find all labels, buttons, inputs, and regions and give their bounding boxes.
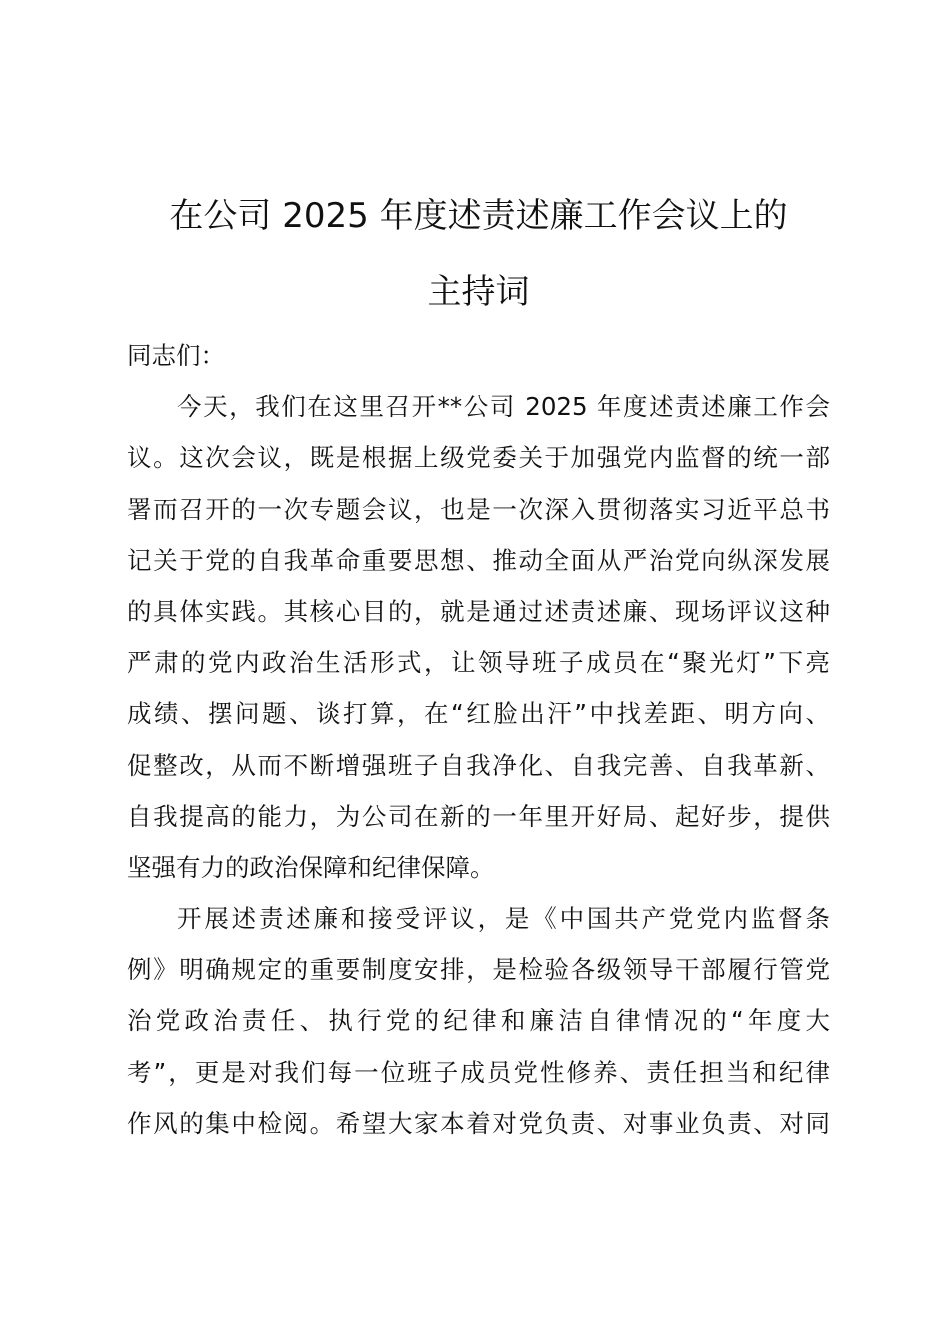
paragraph-line: 议。这次会议，既是根据上级党委关于加强党内监督的统一部	[127, 443, 830, 473]
paragraph-2	[127, 893, 830, 1149]
paragraph-line: 今天，我们在这里召开**公司 2025 年度述责述廉工作会	[177, 392, 830, 422]
title-line-2: 主持词	[427, 272, 530, 312]
paragraph-line: 成绩、摆问题、谈打算，在“红脸出汗”中找差距、明方向、	[127, 699, 830, 729]
paragraph-line: 严肃的党内政治生活形式，让领导班子成员在“聚光灯”下亮	[127, 648, 830, 678]
document-body	[127, 330, 830, 1149]
paragraph-line: 署而召开的一次专题会议，也是一次深入贯彻落实习近平总书	[127, 494, 830, 524]
document-title	[127, 178, 830, 330]
paragraph-line: 开展述责述廉和接受评议，是《中国共产党党内监督条	[177, 904, 830, 934]
paragraph-line: 作风的集中检阅。希望大家本着对党负责、对事业负责、对同	[127, 1108, 830, 1138]
paragraph-line: 促整改，从而不断增强班子自我净化、自我完善、自我革新、	[127, 750, 830, 780]
title-line-1: 在公司 2025 年度述责述廉工作会议上的	[169, 196, 788, 236]
paragraph-1	[127, 381, 830, 893]
paragraph-line: 治党政治责任、执行党的纪律和廉洁自律情况的“年度大	[127, 1006, 830, 1036]
paragraph-line: 记关于党的自我革命重要思想、推动全面从严治党向纵深发展	[127, 545, 830, 575]
paragraph-line: 考”，更是对我们每一位班子成员党性修养、责任担当和纪律	[127, 1057, 830, 1087]
paragraph-line: 的具体实践。其核心目的，就是通过述责述廉、现场评议这种	[127, 596, 830, 626]
greeting: 同志们：	[127, 341, 225, 370]
paragraph-line: 例》明确规定的重要制度安排，是检验各级领导干部履行管党	[127, 955, 830, 985]
paragraph-line: 坚强有力的政治保障和纪律保障。	[127, 852, 495, 882]
paragraph-line: 自我提高的能力，为公司在新的一年里开好局、起好步，提供	[127, 801, 830, 831]
